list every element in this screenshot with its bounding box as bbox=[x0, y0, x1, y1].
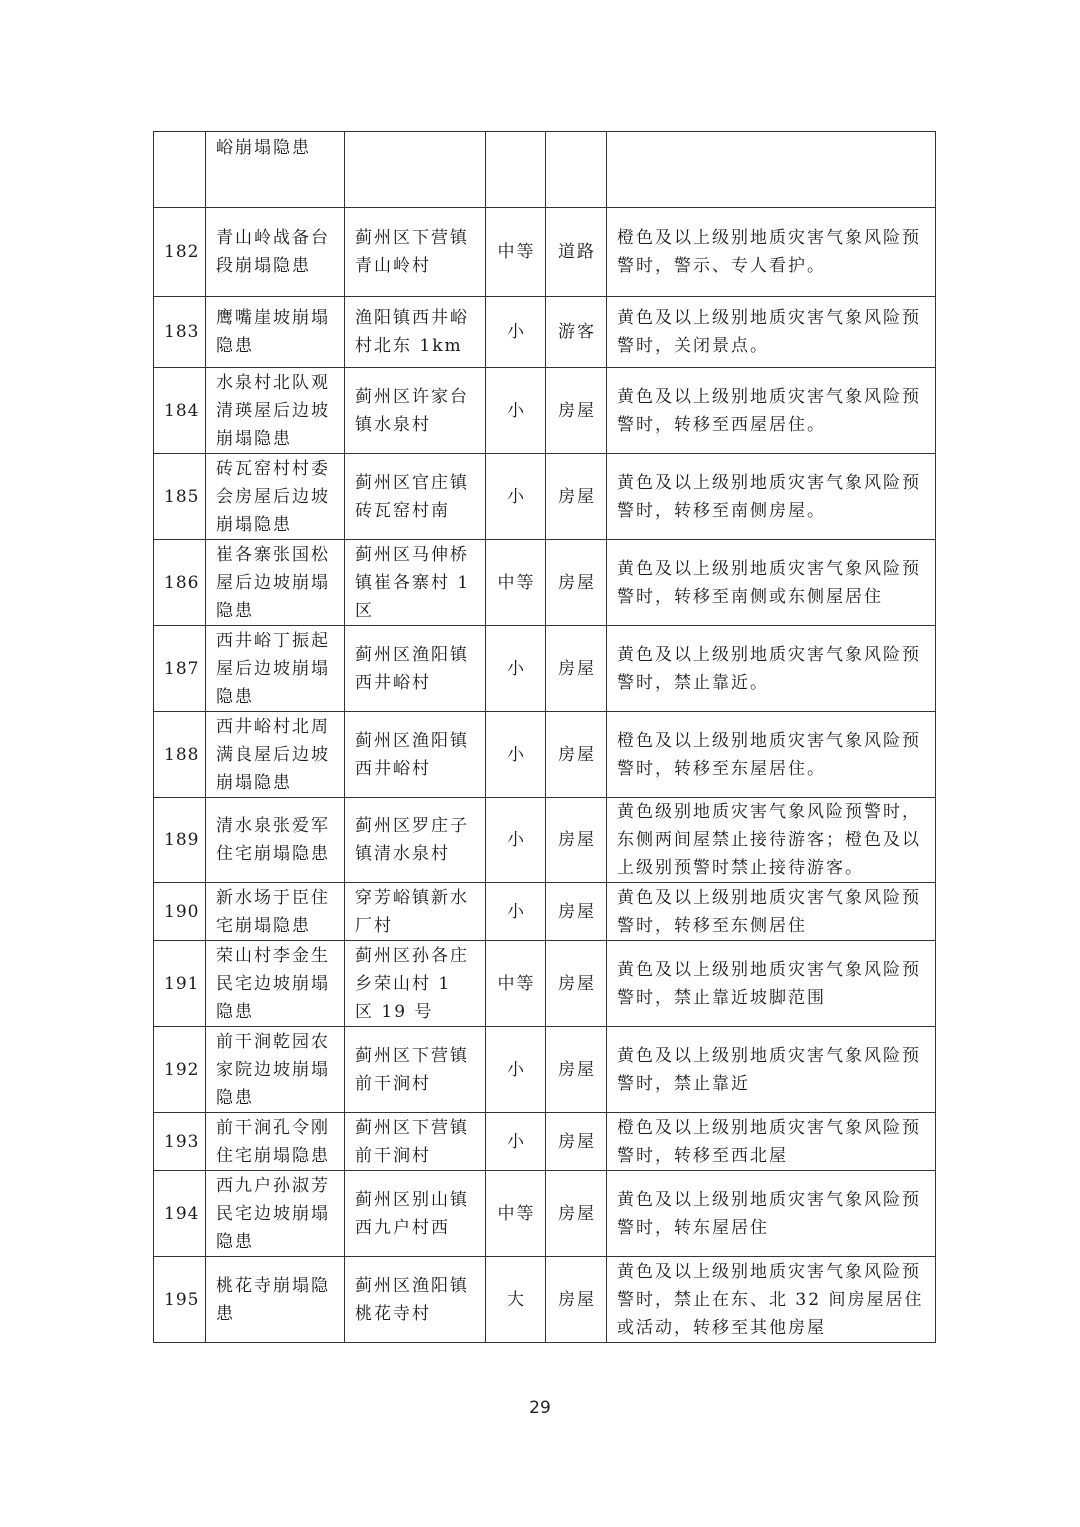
table-row bbox=[154, 798, 936, 883]
cell-target: 道路 bbox=[546, 208, 607, 297]
cell-measure: 黄色及以上级别地质灾害气象风险预警时，禁止靠近坡脚范围 bbox=[607, 941, 936, 1027]
cell-target: 房屋 bbox=[546, 712, 607, 798]
cell-level: 小 bbox=[486, 798, 546, 883]
cell-name: 鹰嘴崖坡崩塌隐患 bbox=[206, 297, 345, 368]
cell-target: 房屋 bbox=[546, 1171, 607, 1257]
cell-level: 中等 bbox=[486, 540, 546, 626]
cell-level: 小 bbox=[486, 1113, 546, 1171]
cell-measure: 橙色及以上级别地质灾害气象风险预警时，警示、专人看护。 bbox=[607, 208, 936, 297]
cell-measure: 橙色及以上级别地质灾害气象风险预警时，转移至西北屋 bbox=[607, 1113, 936, 1171]
cell-no: 193 bbox=[154, 1113, 206, 1171]
cell-level: 大 bbox=[486, 1257, 546, 1343]
cell-target: 房屋 bbox=[546, 798, 607, 883]
cell-target: 房屋 bbox=[546, 1027, 607, 1113]
cell-location: 蓟州区马伸桥镇崔各寨村 1 区 bbox=[345, 540, 486, 626]
cell-measure: 黄色及以上级别地质灾害气象风险预警时，转移至西屋居住。 bbox=[607, 368, 936, 454]
cell-level: 小 bbox=[486, 626, 546, 712]
table-row bbox=[154, 208, 936, 297]
table-row bbox=[154, 297, 936, 368]
cell-location: 蓟州区别山镇西九户村西 bbox=[345, 1171, 486, 1257]
cell-no: 184 bbox=[154, 368, 206, 454]
table-row bbox=[154, 1257, 936, 1343]
cell-name: 水泉村北队观清瑛屋后边坡崩塌隐患 bbox=[206, 368, 345, 454]
cell-level: 小 bbox=[486, 454, 546, 540]
cell-target: 游客 bbox=[546, 297, 607, 368]
cell-no: 191 bbox=[154, 941, 206, 1027]
cell-no: 188 bbox=[154, 712, 206, 798]
cell-name: 前干涧孔令刚住宅崩塌隐患 bbox=[206, 1113, 345, 1171]
table-row bbox=[154, 1027, 936, 1113]
cell-name: 新水场于臣住宅崩塌隐患 bbox=[206, 883, 345, 941]
cell-location: 蓟州区官庄镇砖瓦窑村南 bbox=[345, 454, 486, 540]
cell-no: 186 bbox=[154, 540, 206, 626]
table-row bbox=[154, 368, 936, 454]
table-row bbox=[154, 540, 936, 626]
cell-name: 前干涧乾园农家院边坡崩塌隐患 bbox=[206, 1027, 345, 1113]
cell-no bbox=[154, 132, 206, 208]
cell-target bbox=[546, 132, 607, 208]
cell-level: 小 bbox=[486, 712, 546, 798]
cell-location: 蓟州区渔阳镇桃花寺村 bbox=[345, 1257, 486, 1343]
cell-location: 蓟州区许家台镇水泉村 bbox=[345, 368, 486, 454]
cell-target: 房屋 bbox=[546, 368, 607, 454]
cell-no: 195 bbox=[154, 1257, 206, 1343]
cell-name: 西井峪丁振起屋后边坡崩塌隐患 bbox=[206, 626, 345, 712]
cell-name: 崔各寨张国松屋后边坡崩塌隐患 bbox=[206, 540, 345, 626]
cell-level: 小 bbox=[486, 368, 546, 454]
cell-level: 中等 bbox=[486, 1171, 546, 1257]
cell-measure bbox=[607, 132, 936, 208]
cell-target: 房屋 bbox=[546, 626, 607, 712]
cell-measure: 黄色及以上级别地质灾害气象风险预警时，转移至南侧或东侧屋居住 bbox=[607, 540, 936, 626]
cell-no: 182 bbox=[154, 208, 206, 297]
cell-measure: 黄色及以上级别地质灾害气象风险预警时，转东屋居住 bbox=[607, 1171, 936, 1257]
cell-measure: 黄色及以上级别地质灾害气象风险预警时，禁止靠近。 bbox=[607, 626, 936, 712]
cell-measure: 橙色及以上级别地质灾害气象风险预警时，转移至东屋居住。 bbox=[607, 712, 936, 798]
cell-measure: 黄色及以上级别地质灾害气象风险预警时，禁止靠近 bbox=[607, 1027, 936, 1113]
cell-location: 蓟州区渔阳镇西井峪村 bbox=[345, 626, 486, 712]
cell-target: 房屋 bbox=[546, 883, 607, 941]
cell-name: 西九户孙淑芳民宅边坡崩塌隐患 bbox=[206, 1171, 345, 1257]
cell-measure: 黄色及以上级别地质灾害气象风险预警时，转移至南侧房屋。 bbox=[607, 454, 936, 540]
cell-no: 187 bbox=[154, 626, 206, 712]
cell-name: 清水泉张爱军住宅崩塌隐患 bbox=[206, 798, 345, 883]
cell-no: 189 bbox=[154, 798, 206, 883]
cell-name: 荣山村李金生民宅边坡崩塌隐患 bbox=[206, 941, 345, 1027]
cell-name: 峪崩塌隐患 bbox=[206, 132, 345, 208]
cell-no: 192 bbox=[154, 1027, 206, 1113]
table-row bbox=[154, 1113, 936, 1171]
cell-level bbox=[486, 132, 546, 208]
cell-level: 小 bbox=[486, 883, 546, 941]
cell-level: 中等 bbox=[486, 208, 546, 297]
cell-measure: 黄色及以上级别地质灾害气象风险预警时，关闭景点。 bbox=[607, 297, 936, 368]
cell-location: 蓟州区下营镇前干涧村 bbox=[345, 1027, 486, 1113]
table-row bbox=[154, 941, 936, 1027]
cell-measure: 黄色及以上级别地质灾害气象风险预警时，禁止在东、北 32 间房屋居住或活动，转移至其他房屋 bbox=[607, 1257, 936, 1343]
cell-measure: 黄色及以上级别地质灾害气象风险预警时，转移至东侧居住 bbox=[607, 883, 936, 941]
cell-name: 青山岭战备台段崩塌隐患 bbox=[206, 208, 345, 297]
table-row bbox=[154, 1171, 936, 1257]
cell-target: 房屋 bbox=[546, 941, 607, 1027]
hazard-table bbox=[153, 131, 936, 1343]
table-row-continued bbox=[154, 132, 936, 208]
page-number: 29 bbox=[529, 1398, 551, 1418]
cell-location: 穿芳峪镇新水厂村 bbox=[345, 883, 486, 941]
cell-location: 蓟州区渔阳镇西井峪村 bbox=[345, 712, 486, 798]
cell-target: 房屋 bbox=[546, 1257, 607, 1343]
cell-location: 蓟州区孙各庄乡荣山村 1 区 19 号 bbox=[345, 941, 486, 1027]
table-row bbox=[154, 626, 936, 712]
cell-location: 渔阳镇西井峪村北东 1km bbox=[345, 297, 486, 368]
cell-location bbox=[345, 132, 486, 208]
cell-level: 小 bbox=[486, 1027, 546, 1113]
cell-no: 183 bbox=[154, 297, 206, 368]
cell-no: 190 bbox=[154, 883, 206, 941]
table-row bbox=[154, 712, 936, 798]
table-row bbox=[154, 883, 936, 941]
cell-name: 西井峪村北周满良屋后边坡崩塌隐患 bbox=[206, 712, 345, 798]
cell-target: 房屋 bbox=[546, 454, 607, 540]
cell-measure: 黄色级别地质灾害气象风险预警时，东侧两间屋禁止接待游客；橙色及以上级别预警时禁止接待游客。 bbox=[607, 798, 936, 883]
table-row bbox=[154, 454, 936, 540]
cell-name: 桃花寺崩塌隐患 bbox=[206, 1257, 345, 1343]
cell-level: 中等 bbox=[486, 941, 546, 1027]
cell-location: 蓟州区下营镇前干涧村 bbox=[345, 1113, 486, 1171]
cell-target: 房屋 bbox=[546, 540, 607, 626]
cell-name: 砖瓦窑村村委会房屋后边坡崩塌隐患 bbox=[206, 454, 345, 540]
cell-no: 194 bbox=[154, 1171, 206, 1257]
cell-location: 蓟州区罗庄子镇清水泉村 bbox=[345, 798, 486, 883]
cell-level: 小 bbox=[486, 297, 546, 368]
cell-location: 蓟州区下营镇青山岭村 bbox=[345, 208, 486, 297]
cell-no: 185 bbox=[154, 454, 206, 540]
cell-target: 房屋 bbox=[546, 1113, 607, 1171]
